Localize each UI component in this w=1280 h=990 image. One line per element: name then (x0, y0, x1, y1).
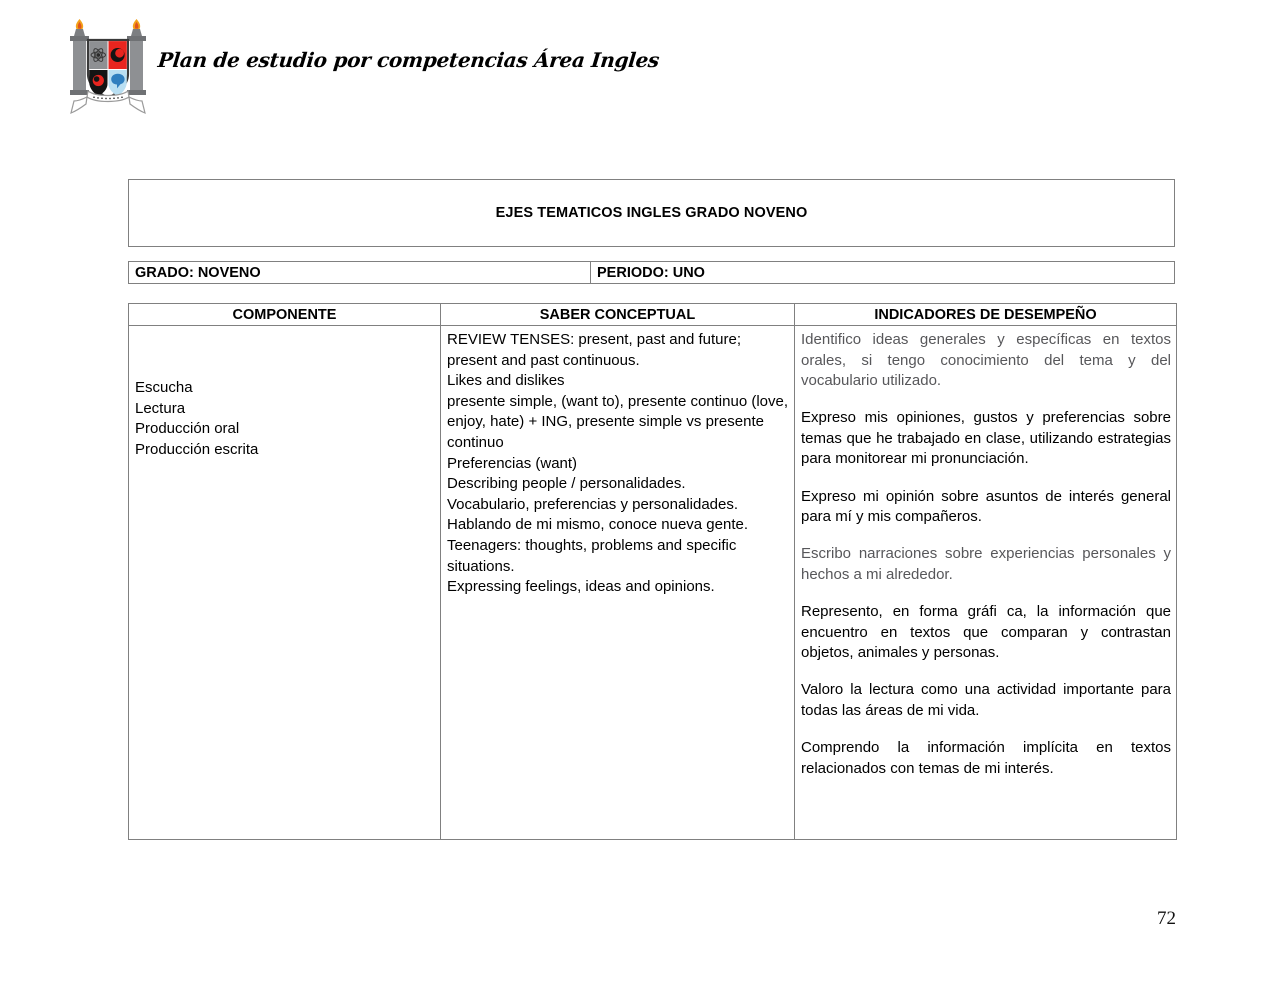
indicador-paragraph: Escribo narraciones sobre experiencias personales y hechos a mi alrededor. (801, 545, 1171, 583)
indicadores-list (801, 330, 1171, 779)
grade-period-table (128, 261, 1175, 284)
componente-item: Producción escrita (135, 440, 259, 458)
grado-cell (129, 262, 591, 284)
column-header-label: INDICADORES DE DESEMPEÑO (874, 306, 1097, 323)
table-row (129, 326, 1177, 840)
letterhead-title: Plan de estudio por competencias Área Ingles (156, 48, 661, 72)
indicador-paragraph: Comprendo la información implícita en textos relacionados con temas de mi interés. (801, 738, 1171, 777)
table-row (129, 180, 1175, 247)
ejes-tematicos-table (128, 303, 1177, 840)
header-saber-conceptual (441, 304, 795, 326)
saber-conceptual-item: Teenagers: thoughts, problems and specific situations. (447, 536, 737, 575)
saber-conceptual-list (447, 330, 789, 598)
title-box-cell (129, 180, 1175, 247)
table-row (129, 262, 1175, 284)
saber-conceptual-item: Preferencias (want) (447, 454, 578, 472)
indicador-paragraph: Represento, en forma gráfi ca, la información que encuentro en textos que comparan y contrastan objetos, animales y personas. (801, 602, 1171, 662)
saber-conceptual-item: Describing people / personalidades. (447, 475, 686, 493)
document-title: EJES TEMATICOS INGLES GRADO NOVENO (495, 205, 808, 221)
saber-conceptual-item: presente simple, (want to), presente continuo (love, enjoy, hate) + ING, presente simple vs presente continuo (447, 392, 789, 451)
saber-conceptual-item: Expressing feelings, ideas and opinions. (447, 578, 715, 596)
header-indicadores (795, 304, 1177, 326)
componente-list (135, 378, 435, 460)
componente-item: Escucha (135, 379, 193, 396)
cell-indicadores (795, 326, 1177, 840)
school-crest-icon (62, 18, 154, 118)
cell-componente (129, 326, 441, 840)
saber-conceptual-item: REVIEW TENSES: present, past and future; present and past continuous. (447, 331, 742, 369)
indicador-paragraph: Expreso mi opinión sobre asuntos de interés general para mí y mis compañeros. (801, 487, 1171, 526)
letterhead (62, 18, 662, 123)
componente-item: Producción oral (135, 420, 240, 438)
indicador-paragraph: Valoro la lectura como una actividad importante para todas las áreas de mi vida. (801, 681, 1171, 719)
saber-conceptual-item: Hablando de mi mismo, conoce nueva gente. (447, 516, 749, 534)
indicador-paragraph: Identifico ideas generales y específicas en textos orales, si tengo conocimiento del tema y del vocabulario utilizado. (801, 331, 1171, 390)
column-header-label: SABER CONCEPTUAL (539, 306, 696, 323)
column-header-label: COMPONENTE (232, 306, 337, 323)
grado-label: GRADO: NOVENO (135, 264, 261, 281)
periodo-label: PERIODO: UNO (597, 264, 705, 281)
saber-conceptual-item: Likes and dislikes (447, 372, 565, 390)
table-header-row (129, 304, 1177, 326)
header-componente (129, 304, 441, 326)
page-number: 72 (1157, 908, 1176, 929)
periodo-cell (591, 262, 1175, 284)
title-box-table (128, 179, 1175, 247)
saber-conceptual-item: Vocabulario, preferencias y personalidades. (447, 495, 739, 513)
cell-saber-conceptual (441, 326, 795, 840)
indicador-paragraph: Expreso mis opiniones, gustos y preferencias sobre temas que he trabajado en clase, utilizando estrategias para monitorear mi pronunciación. (801, 409, 1171, 468)
componente-item: Lectura (135, 399, 186, 417)
